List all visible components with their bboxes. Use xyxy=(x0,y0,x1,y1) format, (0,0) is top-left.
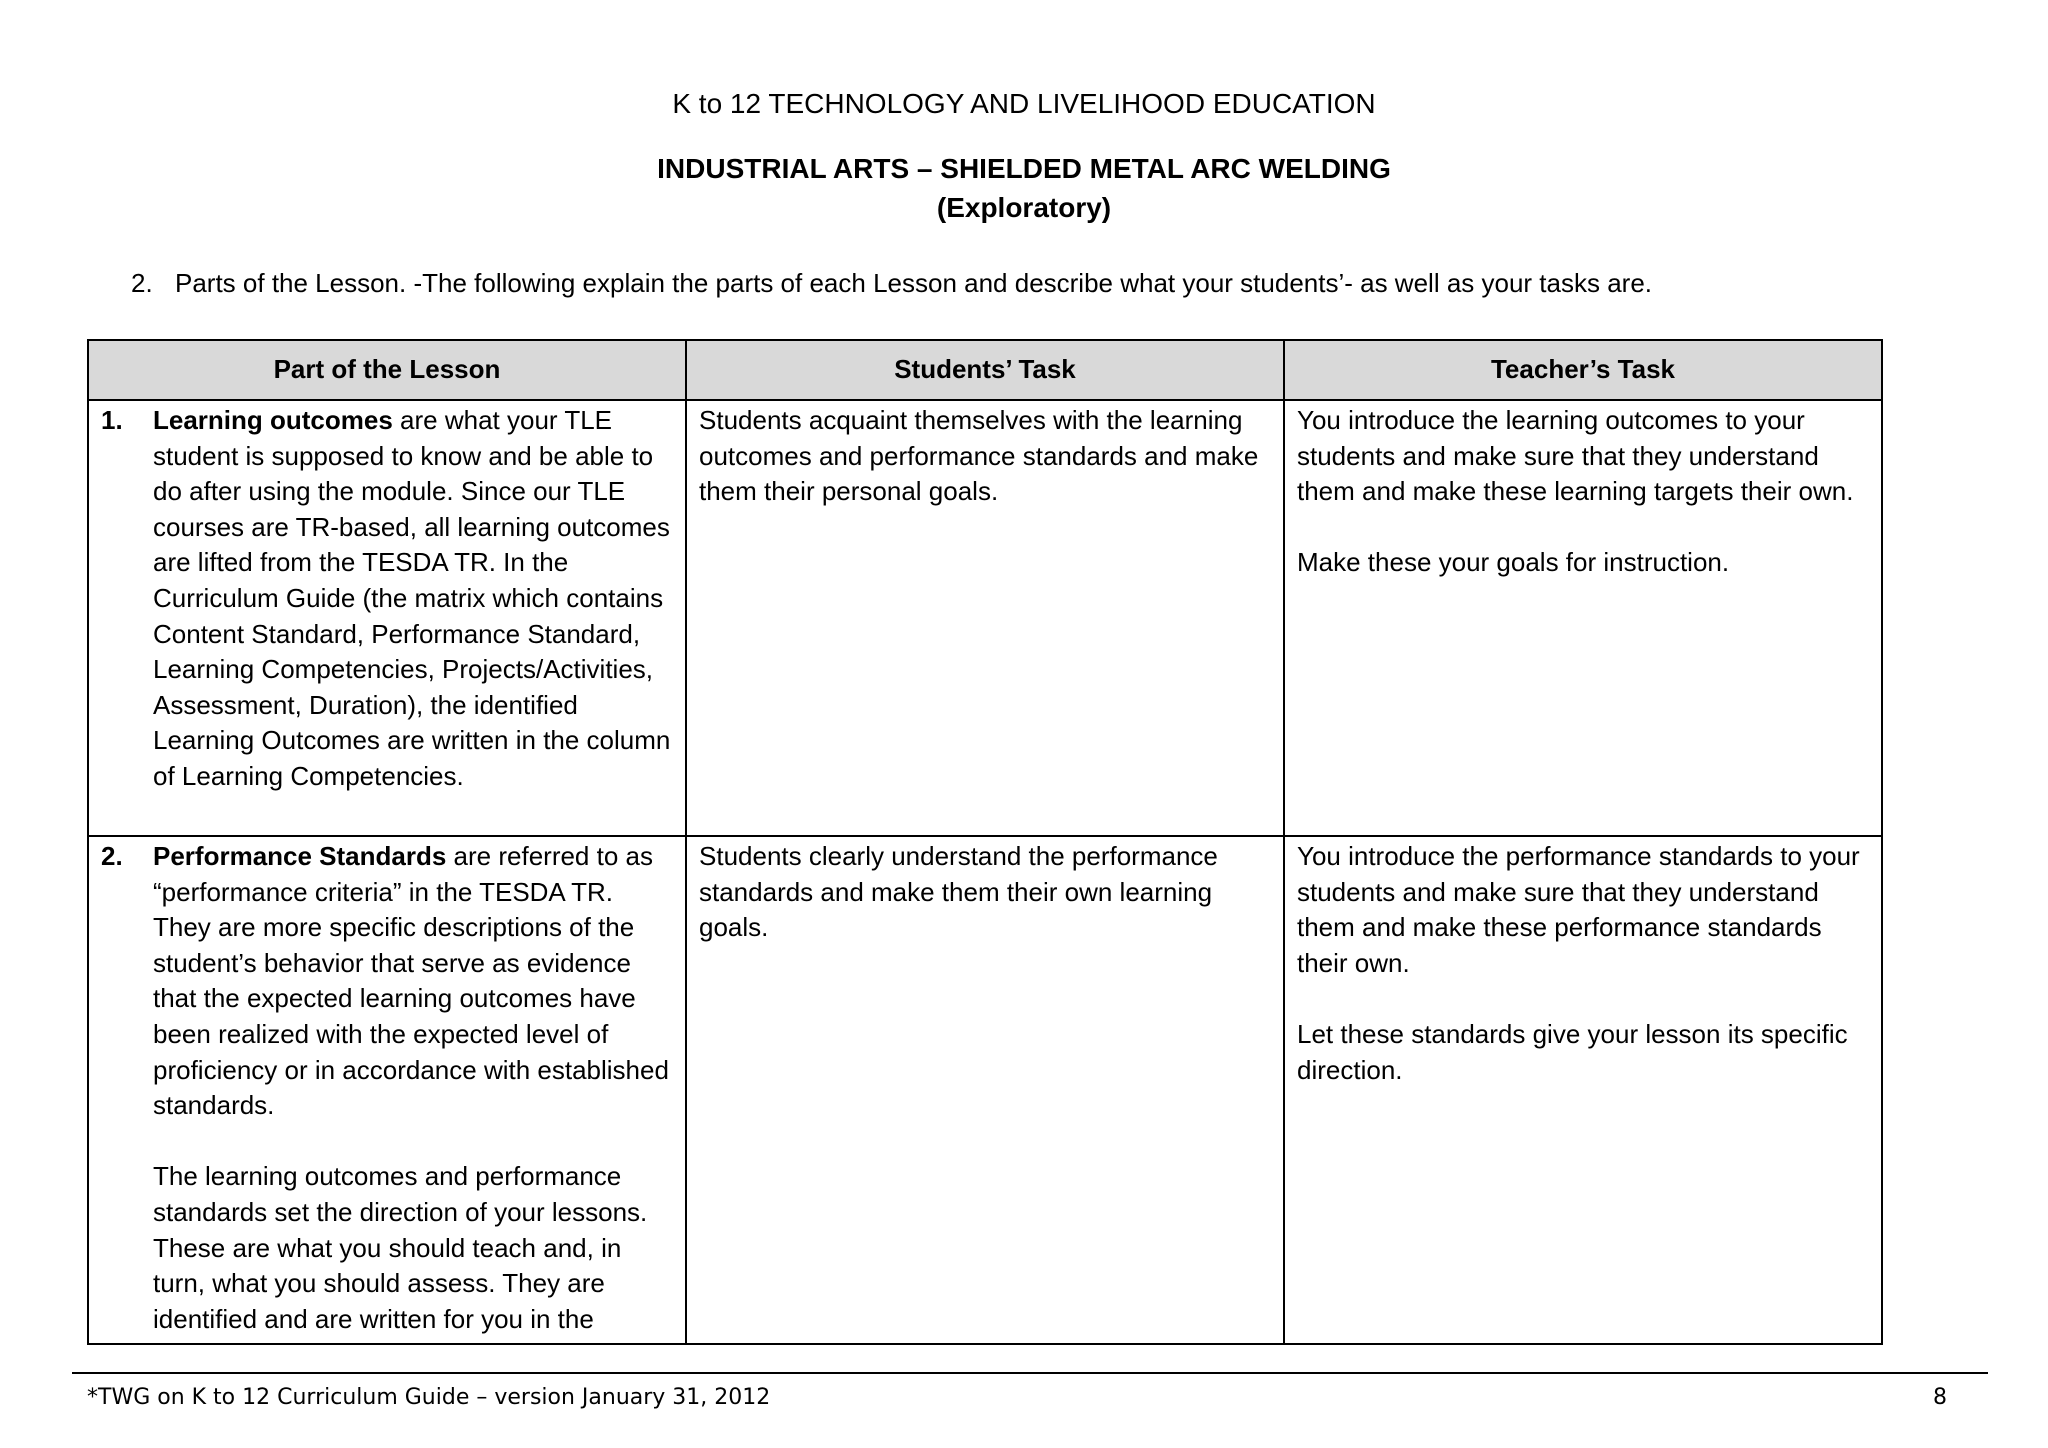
footer-source-note: *TWG on K to 12 Curriculum Guide – version January 31, 2012 xyxy=(87,1385,771,1410)
item-number: 2. xyxy=(101,841,123,871)
column-header-students-task: Students’ Task xyxy=(686,340,1284,400)
students-task-text: Students clearly understand the performance standards and make them their own learning goals. xyxy=(699,841,1218,943)
list-item xyxy=(101,839,673,1337)
page-number: 8 xyxy=(1933,1385,1947,1410)
lesson-parts-table xyxy=(87,339,1883,1345)
teachers-task-cell xyxy=(1284,836,1882,1344)
item-definition: are what your TLE student is supposed to know and be able to do after using the module. Since our TLE courses are TR-based, all learning outcomes are lifted from the TESDA TR. In the Curriculum Guide (the matrix which contains Content Standard, Performance Standard, Learning Competencies, Projects/Activities, Assessment, Duration), the identified Learning Outcomes are written in the column of Learning Competencies. xyxy=(153,405,671,791)
intro-text: Parts of the Lesson. -The following explain the parts of each Lesson and describe what your students’- as well as your tasks are. xyxy=(175,268,1653,298)
teachers-task-text: You introduce the performance standards to your students and make sure that they understand them and make these performance standards their own. xyxy=(1297,841,1860,978)
item-definition: are referred to as “performance criteria” in the TESDA TR. They are more specific descriptions of the student’s behavior that serve as evidence that the expected learning outcomes have been realized with the expected level of proficiency or in accordance with established standards. xyxy=(153,841,669,1121)
column-header-teachers-task: Teacher’s Task xyxy=(1284,340,1882,400)
footer-divider xyxy=(72,1372,1988,1374)
document-subtitle-note: (Exploratory) xyxy=(936,192,1112,223)
teachers-task-text: You introduce the learning outcomes to your students and make sure that they understand them and make these learning targets their own. xyxy=(1297,405,1854,507)
list-item xyxy=(101,403,673,795)
item-description xyxy=(153,403,673,795)
part-cell xyxy=(88,836,686,1344)
item-term: Learning outcomes xyxy=(153,405,393,435)
teachers-task-note: Let these standards give your lesson its specific direction. xyxy=(1297,1018,1848,1085)
teachers-task-note: Make these your goals for instruction. xyxy=(1297,547,1730,578)
teachers-task-cell xyxy=(1284,400,1882,836)
document-title: K to 12 TECHNOLOGY AND LIVELIHOOD EDUCATION xyxy=(672,88,1376,119)
table-row xyxy=(88,836,1882,1344)
item-extra-paragraph: The learning outcomes and performance standards set the direction of your lessons. These are what you should teach and, in turn, what you should assess. They are identified and are written for you in the xyxy=(153,1161,648,1334)
part-cell xyxy=(88,400,686,836)
item-description xyxy=(153,839,673,1337)
intro-paragraph xyxy=(131,266,1652,300)
students-task-cell xyxy=(686,400,1284,836)
column-header-part: Part of the Lesson xyxy=(88,340,686,400)
table-row xyxy=(88,400,1882,836)
table-header-row xyxy=(88,340,1882,400)
students-task-cell xyxy=(686,836,1284,1344)
document-subtitle: INDUSTRIAL ARTS – SHIELDED METAL ARC WELDING xyxy=(657,153,1391,184)
item-term: Performance Standards xyxy=(153,841,447,871)
intro-number: 2. xyxy=(131,268,153,298)
students-task-text: Students acquaint themselves with the learning outcomes and performance standards and make them their personal goals. xyxy=(699,405,1259,507)
item-number: 1. xyxy=(101,405,123,435)
